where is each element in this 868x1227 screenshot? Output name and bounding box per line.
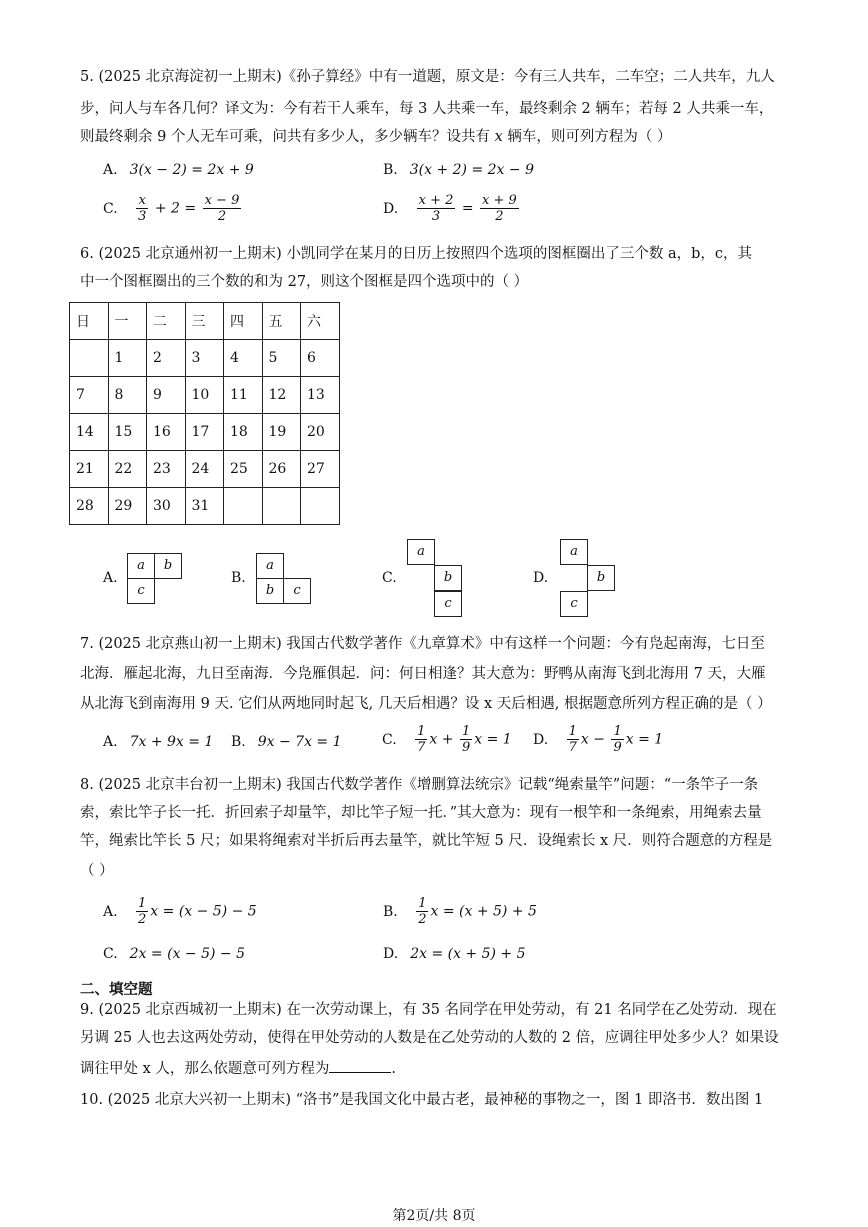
frame-cell-c: c: [434, 591, 462, 617]
calendar-header-cell: 一: [108, 303, 147, 340]
q8-option-c-label: C.: [103, 946, 118, 962]
operator: x −: [580, 731, 605, 748]
q5-line-3b: 辆车，则可列方程为（ ）: [507, 129, 672, 145]
operator: x = 1: [474, 731, 512, 748]
q7-option-c-label: C.: [382, 731, 397, 748]
q7-option-b-text: 9x − 7x = 1: [257, 734, 342, 750]
fraction: [416, 896, 428, 927]
q5-option-a-text: 3(x − 2) = 2x + 9: [129, 162, 254, 178]
calendar-cell: 31: [185, 488, 224, 525]
q6-option-a-label[interactable]: A.: [103, 570, 118, 586]
q5-option-b-text: 3(x + 2) = 2x − 9: [409, 162, 534, 178]
q9-line-3a: 调往甲处 x 人，那么依题意可列方程为: [80, 1061, 330, 1077]
q7-option-a-text: 7x + 9x = 1: [129, 734, 214, 750]
q5-line-3a: 则最终剩余 9 个人无车可乘，问共有多少人，多少辆车？设共有: [80, 129, 490, 145]
q5-option-c[interactable]: [103, 193, 243, 224]
frame-cell-a: a: [256, 553, 284, 579]
calendar-cell: 28: [70, 488, 109, 525]
fraction: [136, 896, 148, 927]
q5-line-3: [80, 127, 671, 147]
numerator: 1: [418, 896, 427, 911]
calendar-header-row: [70, 303, 340, 340]
frame-cell-b: b: [256, 578, 284, 604]
q7-option-a-label: A.: [103, 734, 118, 750]
calendar-cell: 5: [262, 340, 301, 377]
q6-option-b-label[interactable]: B.: [231, 570, 246, 586]
calendar-cell: 1: [108, 340, 147, 377]
q6-option-c-label[interactable]: C.: [382, 570, 397, 586]
calendar-cell: 12: [262, 377, 301, 414]
fraction: [611, 724, 623, 755]
calendar-table: [69, 302, 340, 525]
frame-cell-b: b: [154, 553, 182, 579]
calendar-row: [70, 377, 340, 414]
calendar-row: [70, 451, 340, 488]
q9-line-1: 9. (2025 北京西城初一上期末) 在一次劳动课上，有 35 名同学在甲处劳动，有 21 名同学在乙处劳动．现在: [80, 1002, 777, 1018]
equation: x = (x + 5) + 5: [430, 903, 537, 920]
calendar-cell: 9: [147, 377, 186, 414]
calendar-cell: 30: [147, 488, 186, 525]
fraction: [136, 193, 148, 224]
q8-option-d-text: 2x = (x + 5) + 5: [410, 946, 526, 962]
operator: =: [461, 200, 474, 217]
calendar-cell: 7: [70, 377, 109, 414]
numerator: 1: [138, 896, 147, 911]
equation: x = (x − 5) − 5: [150, 903, 257, 920]
denominator: 9: [613, 740, 622, 755]
denominator: 3: [138, 209, 147, 224]
calendar-header-cell: 六: [301, 303, 340, 340]
q5-option-d-label: D.: [383, 200, 399, 217]
calendar-header-cell: 二: [147, 303, 186, 340]
calendar-cell: 20: [301, 414, 340, 451]
q7-option-a[interactable]: [103, 732, 213, 752]
q7-option-c[interactable]: [382, 724, 512, 755]
calendar-cell: [70, 340, 109, 377]
q5-option-b[interactable]: [383, 160, 534, 180]
calendar-cell: 3: [185, 340, 224, 377]
q7-line-3: 从北海飞到南海用 9 天. 它们从两地同时起飞, 几天后相遇？设 x 天后相遇, 根据题意所列方程正确的是（ ）: [80, 696, 772, 712]
calendar-cell: 10: [185, 377, 224, 414]
q8-line-4: （ ）: [80, 863, 114, 879]
q8-option-d-label: D.: [383, 946, 399, 962]
calendar-cell: 16: [147, 414, 186, 451]
q8-line-2: 索，索比竿子长一托．折回索子却量竿，却比竿子短一托．”其大意为：现有一根竿和一条绳索，用绳索去量: [80, 805, 762, 821]
numerator: 1: [613, 724, 622, 739]
calendar-cell: 15: [108, 414, 147, 451]
calendar-cell: 18: [224, 414, 263, 451]
denominator: 2: [418, 912, 427, 927]
denominator: 3: [431, 209, 441, 224]
q7-line-2: 北海．雁起北海，九日至南海．今凫雁俱起．问：何日相逢？其大意为：野鸭从南海飞到北海用 7 天，大雁: [80, 666, 766, 682]
numerator: 1: [461, 724, 471, 739]
q5-var: x: [494, 129, 503, 145]
frame-cell-a: a: [407, 539, 435, 565]
fraction: [203, 193, 242, 224]
frame-cell-c: c: [127, 578, 155, 604]
frame-cell-a: a: [127, 553, 155, 579]
denominator: 9: [461, 740, 471, 755]
calendar-cell: [301, 488, 340, 525]
calendar-cell: 8: [108, 377, 147, 414]
calendar-cell: [224, 488, 263, 525]
answer-blank[interactable]: [329, 1058, 391, 1073]
q7-option-b[interactable]: [231, 732, 342, 752]
calendar-header-cell: 日: [70, 303, 109, 340]
calendar-cell: 27: [301, 451, 340, 488]
q9-line-2: 另调 25 人也去这两处劳动，使得在甲处劳动的人数是在乙处劳动的人数的 2 倍，应调往甲处多少人？如果设: [80, 1030, 779, 1046]
q5-option-c-label: C.: [103, 200, 118, 217]
q5-option-a-label: A.: [103, 162, 118, 178]
q9-line-3b: .: [391, 1061, 397, 1077]
q8-option-c-text: 2x = (x − 5) − 5: [129, 946, 246, 962]
fraction: [460, 724, 472, 755]
q8-line-1: 8. (2025 北京丰台初一上期末) 我国古代数学著作《增删算法统宗》记载“绳索量竿”问题：“一条竿子一条: [80, 777, 759, 793]
q9-line-3: [80, 1058, 396, 1079]
operator: x +: [429, 731, 454, 748]
denominator: 2: [495, 209, 504, 224]
denominator: 7: [568, 740, 577, 755]
calendar-cell: 25: [224, 451, 263, 488]
q5-option-b-label: B.: [383, 162, 398, 178]
calendar-cell: 21: [70, 451, 109, 488]
q8-option-a[interactable]: [103, 896, 257, 927]
q6-line-1: 6. (2025 北京通州初一上期末) 小凯同学在某月的日历上按照四个选项的图框圈出了三个数 a，b，c，其: [80, 246, 753, 262]
numerator: x + 9: [482, 193, 517, 208]
calendar-cell: 24: [185, 451, 224, 488]
page-number: 第2页/共 8页: [392, 1208, 476, 1224]
q8-line-3: 竿，绳索比竿长 5 尺；如果将绳索对半折后再去量竿，就比竿短 5 尺．设绳索长 x 尺．则符合题意的方程是: [80, 833, 773, 849]
denominator: 2: [217, 209, 227, 224]
q6-line-2: 中一个图框圈出的三个数的和为 27，则这个图框是四个选项中的（ ）: [80, 274, 529, 290]
calendar-cell: 11: [224, 377, 263, 414]
fraction: [480, 193, 519, 224]
frame-cell-c: c: [560, 591, 588, 617]
q8-option-a-label: A.: [103, 903, 118, 920]
q5-line-2: 步，问人与车各几何？译文为：今有若干人乘车，每 3 人共乘一车，最终剩余 2 辆车；若每 2 人共乘一车，: [80, 101, 774, 117]
q10-line-1: 10. (2025 北京大兴初一上期末) “洛书”是我国文化中最古老，最神秘的事物之一，图 1 即洛书．数出图 1: [80, 1092, 764, 1108]
q8-option-d[interactable]: [383, 944, 526, 964]
calendar-cell: 6: [301, 340, 340, 377]
calendar-cell: 14: [70, 414, 109, 451]
operator: + 2 =: [154, 200, 197, 217]
calendar-cell: 13: [301, 377, 340, 414]
operator: x = 1: [625, 731, 664, 748]
calendar-row: [70, 414, 340, 451]
q8-option-b[interactable]: [383, 896, 537, 927]
frame-cell-b: b: [587, 565, 615, 591]
numerator: 1: [417, 724, 426, 739]
q6-option-d-label[interactable]: D.: [533, 570, 549, 586]
calendar-cell: 26: [262, 451, 301, 488]
denominator: 7: [417, 740, 426, 755]
q8-option-c[interactable]: [103, 944, 245, 964]
q7-option-d-label: D.: [533, 731, 549, 748]
fraction: [567, 724, 579, 755]
numerator: 1: [568, 724, 577, 739]
numerator: x − 9: [204, 193, 240, 208]
calendar-header-cell: 五: [262, 303, 301, 340]
numerator: x: [136, 193, 148, 209]
section-heading: 二、填空题: [80, 981, 153, 998]
calendar-cell: 4: [224, 340, 263, 377]
calendar-cell: 17: [185, 414, 224, 451]
q5-option-d[interactable]: [383, 193, 521, 224]
calendar-cell: 2: [147, 340, 186, 377]
q7-option-b-label: B.: [231, 734, 246, 750]
q7-option-d[interactable]: [533, 724, 663, 755]
frame-cell-c: c: [283, 578, 311, 604]
fraction: [415, 724, 427, 755]
calendar-cell: 23: [147, 451, 186, 488]
q7-line-1: 7. (2025 北京燕山初一上期末) 我国古代数学著作《九章算术》中有这样一个问题：今有凫起南海，七日至: [80, 636, 765, 652]
q8-option-b-label: B.: [383, 903, 398, 920]
calendar-header-cell: 三: [185, 303, 224, 340]
q5-line-1: 5. (2025 北京海淀初一上期末)《孙子算经》中有一道题，原文是：今有三人共车，二车空；二人共车，九人: [80, 69, 775, 85]
fraction: [417, 193, 456, 224]
numerator: x + 2: [418, 193, 454, 208]
denominator: 2: [138, 912, 147, 927]
calendar-cell: 29: [108, 488, 147, 525]
frame-cell-b: b: [434, 565, 462, 591]
calendar-cell: [262, 488, 301, 525]
calendar-row: [70, 488, 340, 525]
frame-cell-a: a: [560, 539, 588, 565]
calendar-cell: 19: [262, 414, 301, 451]
calendar-header-cell: 四: [224, 303, 263, 340]
calendar-row: [70, 340, 340, 377]
q5-option-a[interactable]: [103, 160, 254, 180]
calendar-cell: 22: [108, 451, 147, 488]
